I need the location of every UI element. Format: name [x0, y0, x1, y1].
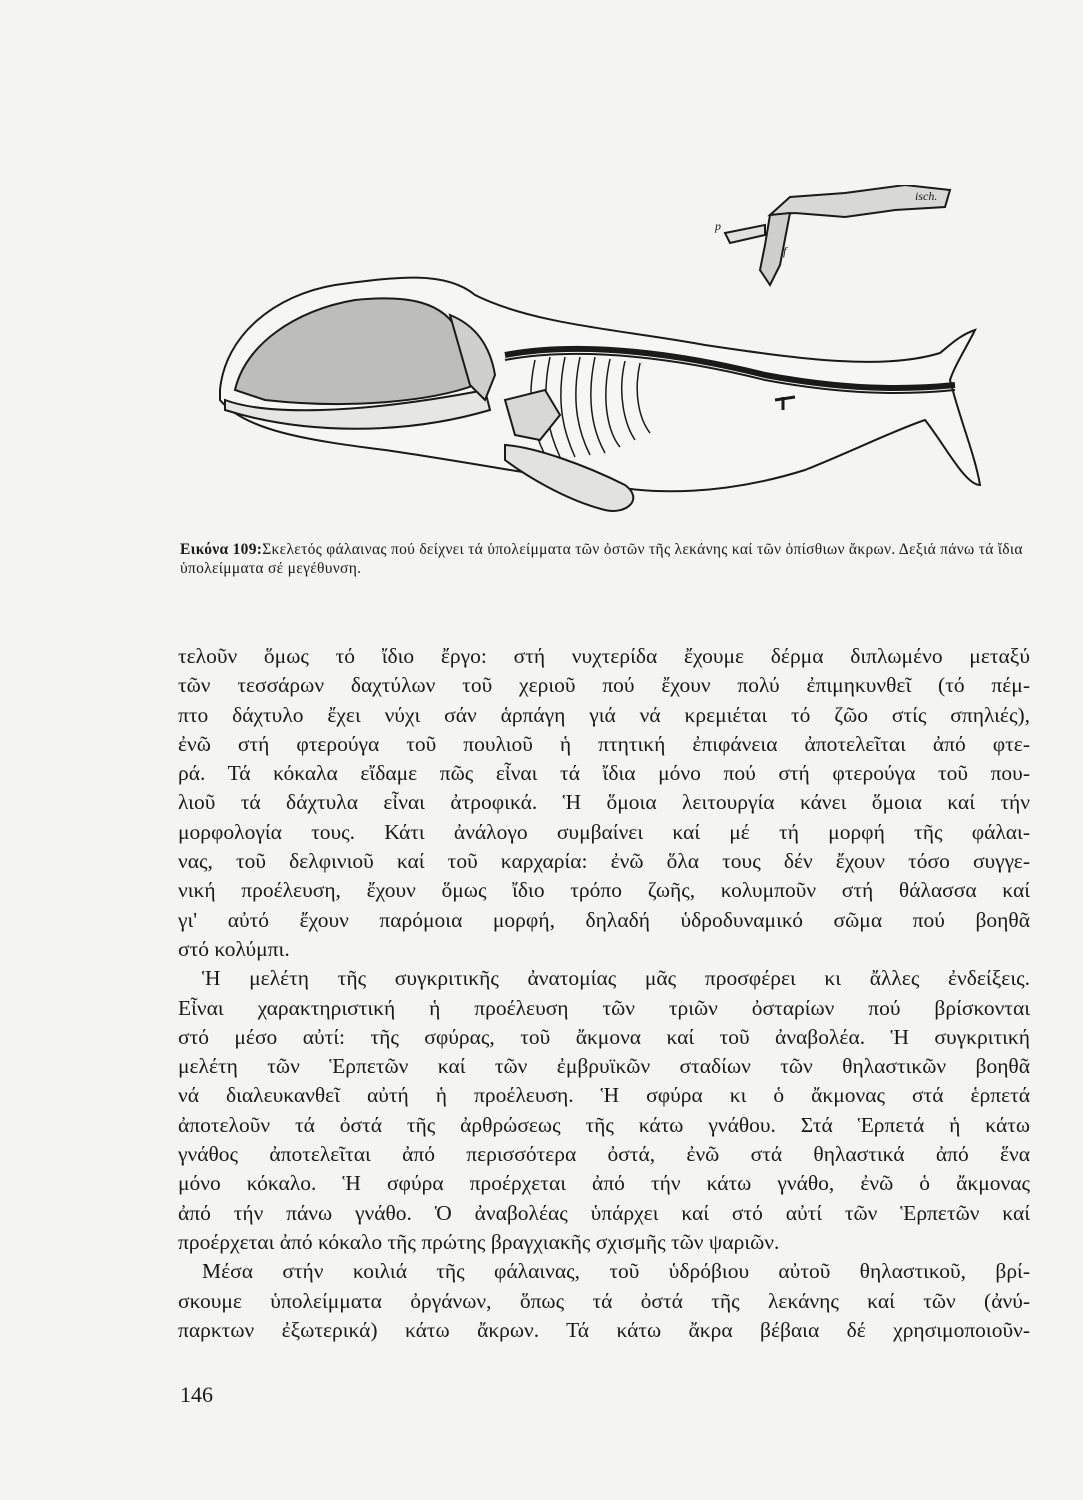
paragraph-2 [178, 964, 1030, 1257]
text-line: γνάθος ἀποτελεῖται ἀπό περισσότερα ὀστά, ἐνῶ στά θηλαστικά ἀπό ἕνα [178, 1142, 1030, 1167]
whale-skeleton-figure [205, 185, 1005, 515]
text-line: νας, τοῦ δελφινιοῦ καί τοῦ καρχαρία: ἐνῶ ὅλα τους δέν ἔχουν τόσο συγγε- [178, 849, 1030, 874]
text-line: παρκτων ἐξωτερικά) κάτω ἄκρων. Τά κάτω ἄκρα βέβαια δέ χρησιμοποιοῦν- [178, 1317, 1030, 1342]
text-line: τελοῦν ὅμως τό ἴδιο ἔργο: στή νυχτερίδα ἔχουμε δέρμα διπλωμένο μεταξύ [178, 644, 1030, 668]
femur-label: f [783, 244, 787, 258]
pubis-bone [725, 225, 765, 243]
text-line: τῶν τεσσάρων δαχτύλων τοῦ χεριοῦ πού ἔχουν πολύ ἐπιμηκυνθεῖ (τό πέμ- [178, 673, 1030, 698]
paragraph-1 [178, 642, 1030, 964]
text-line: Μέσα στήν κοιλιά τῆς φάλαινας, τοῦ ὑδρόβιου αὐτοῦ θηλαστικοῦ, βρί- [202, 1259, 1030, 1284]
body-text [178, 642, 1030, 1345]
text-line: Εἶναι χαρακτηριστική ἡ προέλευση τῶν τριῶν ὀσταρίων πού βρίσκονται [178, 995, 1030, 1020]
page-number: 146 [180, 1382, 213, 1407]
text-line: σκουμε ὑπολείμματα ὀργάνων, ὅπως τά ὀστά τῆς λεκάνης καί τῶν (ἀνύ- [178, 1288, 1030, 1313]
paragraph-3 [178, 1257, 1030, 1345]
text-line: ρά. Τά κόκαλα εἴδαμε πῶς εἶναι τά ἴδια μόνο πού στή φτερούγα τοῦ που- [178, 761, 1030, 786]
text-line: μελέτη τῶν Ἑρπετῶν καί τῶν ἐμβρυϊκῶν σταδίων τῶν θηλαστικῶν βοηθᾶ [178, 1054, 1030, 1079]
text-line: ἐνῶ στή φτερούγα τοῦ πουλιοῦ ἡ πτητική ἐπιφάνεια ἀποτελεῖται ἀπό φτε- [178, 731, 1030, 756]
caption-label: Εικόνα 109: [180, 541, 263, 558]
text-line: νά διαλευκανθεῖ αὐτή ἡ προέλευση. Ἡ σφύρα κι ὁ ἄκμονας στά ἑρπετά [178, 1083, 1030, 1108]
text-line: ἀπό τήν πάνω γνάθο. Ὁ ἀναβολέας ὑπάρχει καί στό αὐτί τῶν Ἑρπετῶν καί [178, 1200, 1030, 1225]
text-line: μορφολογία τους. Κάτι ἀνάλογο συμβαίνει καί μέ τή μορφή τῆς φάλαι- [178, 819, 1030, 844]
caption-text: Σκελετός φάλαινας πού δείχνει τά ὑπολείμματα τῶν ὀστῶν τῆς λεκάνης καί τῶν ὀπίσθιων ἄκρων. Δεξιά πάνω τά ἴδια ὑπολείμματα σέ μεγέθυνση. [180, 541, 1023, 577]
text-line: λιοῦ τά δάχτυλα εἶναι ἀτροφικά. Ἡ ὅμοια λειτουργία κάνει ὅμοια καί τήν [178, 790, 1030, 815]
text-line: νική προέλευση, ἔχουν ὅμως ἴδιο τρόπο ζωῆς, κολυμποῦν στή θάλασσα καί [178, 878, 1030, 903]
text-line: στό κολύμπι. [178, 936, 290, 961]
text-line: στό μέσο αὐτί: τῆς σφύρας, τοῦ ἄκμονα καί τοῦ ἀναβολέα. Ἡ συγκριτική [178, 1024, 1030, 1049]
ischium-label: isch. [915, 189, 938, 203]
whale-skeleton-illustration [205, 185, 1005, 515]
text-line: ἀποτελοῦν τά ὀστά τῆς ἀρθρώσεως τῆς κάτω γνάθου. Στά Ἑρπετά ἡ κάτω [178, 1112, 1030, 1137]
text-line: προέρχεται ἀπό κόκαλο τῆς πρώτης βραγχιακῆς σχισμῆς τῶν ψαριῶν. [178, 1229, 780, 1254]
pelvis-label: p [715, 219, 721, 233]
text-line: Ἡ μελέτη τῆς συγκριτικῆς ἀνατομίας μᾶς προσφέρει κι ἄλλες ἐνδείξεις. [202, 966, 1030, 991]
figure-caption [180, 540, 1040, 578]
text-line: πτο δάχτυλο ἔχει νύχι σάν ἁρπάγη γιά νά κρεμιέται τό ζῶο στίς σπηλιές), [178, 702, 1030, 727]
text-line: μόνο κόκαλο. Ἡ σφύρα προέρχεται ἀπό τήν κάτω γνάθο, ἐνῶ ὁ ἄκμονας [178, 1171, 1030, 1196]
text-line: γι' αὐτό ἔχουν παρόμοια μορφή, δηλαδή ὑδροδυναμικό σῶμα πού βοηθᾶ [178, 907, 1030, 932]
